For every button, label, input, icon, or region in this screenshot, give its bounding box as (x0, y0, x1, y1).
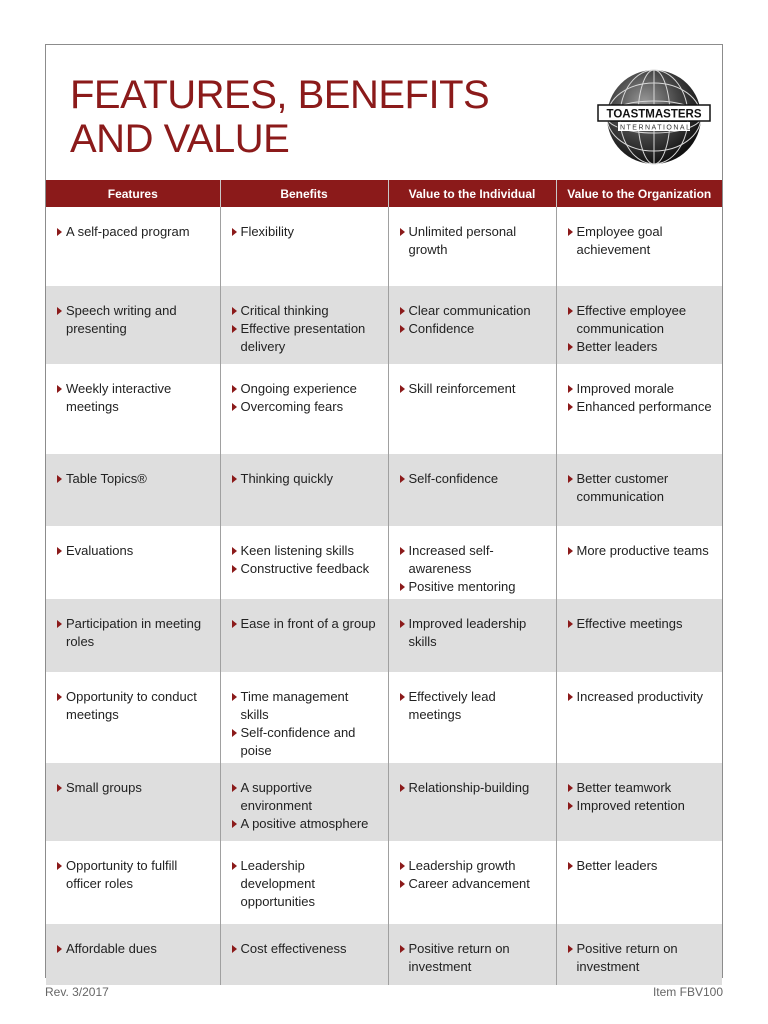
bullet-list (229, 688, 380, 760)
bullet-list (229, 615, 380, 633)
cell-benefits (220, 599, 388, 672)
cell-features (46, 526, 220, 599)
list-item: Keen listening skills (229, 542, 380, 560)
list-item: Cost effectiveness (229, 940, 380, 958)
bullet-list (229, 302, 380, 356)
item-number: Item FBV100 (652, 985, 723, 999)
cell-features (46, 841, 220, 924)
list-item: Table Topics® (54, 470, 212, 488)
list-item: Clear communication (397, 302, 548, 320)
cell-value-organization (556, 924, 722, 985)
list-item: Effective meetings (565, 615, 715, 633)
list-item: Weekly interactive meetings (54, 380, 212, 416)
list-item: Ease in front of a group (229, 615, 380, 633)
list-item: Increased productivity (565, 688, 715, 706)
list-item: Effective employee communication (565, 302, 715, 338)
cell-benefits (220, 672, 388, 763)
list-item: Opportunity to conduct meetings (54, 688, 212, 724)
cell-value-organization (556, 841, 722, 924)
toastmasters-logo (596, 67, 712, 167)
bullet-list (565, 542, 715, 560)
list-item: Overcoming fears (229, 398, 380, 416)
title-line-2: AND VALUE (70, 117, 290, 161)
bullet-list (565, 223, 715, 259)
list-item: Time management skills (229, 688, 380, 724)
list-item: Employee goal achievement (565, 223, 715, 259)
list-item: Self-confidence and poise (229, 724, 380, 760)
logo-name: TOASTMASTERS (606, 108, 702, 121)
header-benefits: Benefits (220, 180, 388, 207)
list-item: Small groups (54, 779, 212, 797)
bullet-list (229, 940, 380, 958)
bullet-list (54, 615, 212, 651)
list-item: Career advancement (397, 875, 548, 893)
list-item: Leadership development opportunities (229, 857, 380, 911)
list-item: Flexibility (229, 223, 380, 241)
bullet-list (397, 779, 548, 797)
cell-value-individual (388, 207, 556, 286)
bullet-list (397, 857, 548, 893)
document-sheet (45, 44, 723, 978)
list-item: Positive return on investment (565, 940, 715, 976)
list-item: Positive mentoring (397, 578, 548, 596)
cell-benefits (220, 841, 388, 924)
list-item: Confidence (397, 320, 548, 338)
table-row (46, 207, 722, 286)
bullet-list (229, 223, 380, 241)
bullet-list (54, 940, 212, 958)
cell-value-organization (556, 672, 722, 763)
list-item: Increased self-awareness (397, 542, 548, 578)
cell-features (46, 286, 220, 364)
cell-benefits (220, 286, 388, 364)
bullet-list (397, 223, 548, 259)
bullet-list (397, 940, 548, 976)
list-item: Relationship-building (397, 779, 548, 797)
list-item: Better leaders (565, 857, 715, 875)
list-item: Self-confidence (397, 470, 548, 488)
table-row (46, 286, 722, 364)
bullet-list (397, 380, 548, 398)
cell-benefits (220, 364, 388, 454)
bullet-list (54, 380, 212, 416)
header-features: Features (46, 180, 220, 207)
table-header-row (46, 180, 722, 207)
features-table (46, 180, 722, 985)
cell-value-organization (556, 599, 722, 672)
cell-value-individual (388, 763, 556, 841)
list-item: Better teamwork (565, 779, 715, 797)
cell-value-individual (388, 364, 556, 454)
bullet-list (565, 940, 715, 976)
cell-value-individual (388, 841, 556, 924)
bullet-list (229, 857, 380, 911)
bullet-list (229, 380, 380, 416)
bullet-list (229, 779, 380, 833)
list-item: Leadership growth (397, 857, 548, 875)
bullet-list (54, 688, 212, 724)
cell-benefits (220, 454, 388, 526)
logo-subtitle: INTERNATIONAL (616, 124, 692, 132)
cell-value-organization (556, 286, 722, 364)
list-item: Participation in meeting roles (54, 615, 212, 651)
cell-features (46, 763, 220, 841)
list-item: Better leaders (565, 338, 715, 356)
table-row (46, 841, 722, 924)
cell-value-organization (556, 454, 722, 526)
list-item: Improved leadership skills (397, 615, 548, 651)
bullet-list (54, 857, 212, 893)
list-item: Affordable dues (54, 940, 212, 958)
bullet-list (565, 380, 715, 416)
cell-value-individual (388, 526, 556, 599)
list-item: A positive atmosphere (229, 815, 380, 833)
bullet-list (54, 302, 212, 338)
cell-value-individual (388, 599, 556, 672)
table-row (46, 454, 722, 526)
list-item: Effectively lead meetings (397, 688, 548, 724)
cell-value-individual (388, 286, 556, 364)
cell-value-organization (556, 763, 722, 841)
list-item: Ongoing experience (229, 380, 380, 398)
list-item: Better customer communication (565, 470, 715, 506)
cell-benefits (220, 763, 388, 841)
title-line-1: FEATURES, BENEFITS (70, 73, 490, 117)
bullet-list (54, 223, 212, 241)
list-item: Positive return on investment (397, 940, 548, 976)
cell-value-individual (388, 454, 556, 526)
list-item: A supportive environment (229, 779, 380, 815)
table-row (46, 526, 722, 599)
list-item: Constructive feedback (229, 560, 380, 578)
table-row (46, 763, 722, 841)
page-title (70, 73, 489, 161)
bullet-list (397, 615, 548, 651)
list-item: Critical thinking (229, 302, 380, 320)
cell-value-individual (388, 672, 556, 763)
cell-features (46, 924, 220, 985)
cell-features (46, 364, 220, 454)
cell-benefits (220, 207, 388, 286)
cell-value-organization (556, 526, 722, 599)
bullet-list (397, 302, 548, 338)
bullet-list (229, 542, 380, 578)
list-item: Evaluations (54, 542, 212, 560)
cell-features (46, 599, 220, 672)
bullet-list (397, 470, 548, 488)
cell-value-organization (556, 207, 722, 286)
list-item: Skill reinforcement (397, 380, 548, 398)
table-row (46, 599, 722, 672)
bullet-list (565, 615, 715, 633)
bullet-list (565, 779, 715, 815)
bullet-list (54, 542, 212, 560)
bullet-list (565, 470, 715, 506)
list-item: Speech writing and presenting (54, 302, 212, 338)
cell-features (46, 454, 220, 526)
cell-value-organization (556, 364, 722, 454)
bullet-list (54, 779, 212, 797)
list-item: Improved retention (565, 797, 715, 815)
list-item: Opportunity to fulfill officer roles (54, 857, 212, 893)
table-row (46, 672, 722, 763)
revision-label: Rev. 3/2017 (45, 985, 109, 999)
cell-features (46, 672, 220, 763)
list-item: Enhanced performance (565, 398, 715, 416)
table-row (46, 924, 722, 985)
bullet-list (397, 542, 548, 596)
header-value-individual: Value to the Individual (388, 180, 556, 207)
list-item: Effective presentation delivery (229, 320, 380, 356)
list-item: Thinking quickly (229, 470, 380, 488)
bullet-list (565, 857, 715, 875)
list-item: Unlimited personal growth (397, 223, 548, 259)
bullet-list (565, 688, 715, 706)
bullet-list (54, 470, 212, 488)
bullet-list (565, 302, 715, 356)
header-value-organization: Value to the Organization (556, 180, 722, 207)
cell-benefits (220, 526, 388, 599)
bullet-list (397, 688, 548, 724)
cell-benefits (220, 924, 388, 985)
list-item: More productive teams (565, 542, 715, 560)
cell-value-individual (388, 924, 556, 985)
list-item: Improved morale (565, 380, 715, 398)
bullet-list (229, 470, 380, 488)
cell-features (46, 207, 220, 286)
table-row (46, 364, 722, 454)
list-item: A self-paced program (54, 223, 212, 241)
